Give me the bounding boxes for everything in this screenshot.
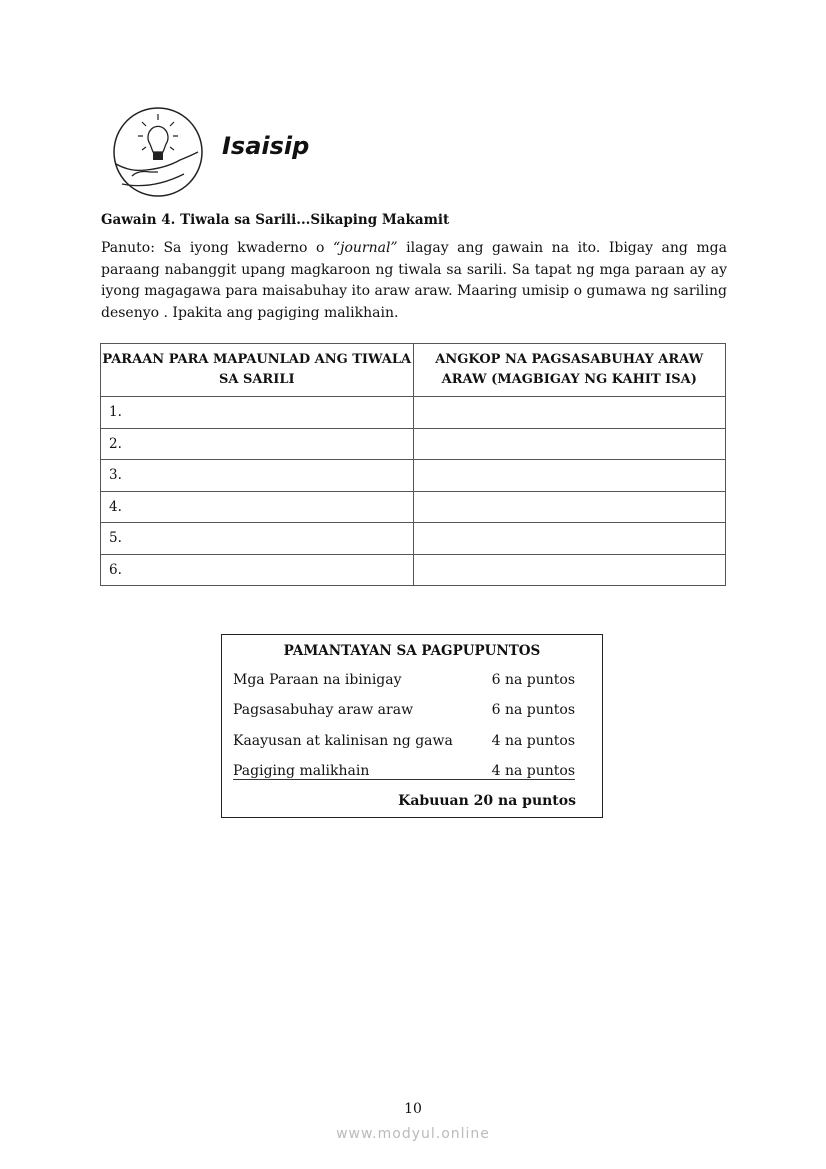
rubric-box: [221, 634, 603, 818]
answer-cell: [413, 554, 726, 586]
rubric-criterion: Pagsasabuhay araw araw: [233, 702, 414, 718]
rubric-criterion: Kaayusan at kalinisan ng gawa: [233, 733, 453, 749]
row-number: 6.: [101, 554, 414, 586]
section-title: Isaisip: [222, 132, 310, 160]
row-number: 5.: [101, 523, 414, 555]
activity-table: [100, 343, 726, 586]
row-number: 4.: [101, 491, 414, 523]
answer-cell: [413, 460, 726, 492]
row-number: 3.: [101, 460, 414, 492]
rubric-points: 4 na puntos: [491, 733, 575, 749]
rubric-points: 6 na puntos: [491, 702, 575, 718]
table-row: [101, 397, 726, 429]
answer-cell: [413, 523, 726, 555]
answer-cell: [413, 491, 726, 523]
rubric-points: 6 na puntos: [491, 672, 575, 688]
rubric-title: PAMANTAYAN SA PAGPUPUNTOS: [283, 643, 541, 659]
rubric-row: [233, 672, 575, 688]
lightbulb-hand-icon: [112, 106, 204, 198]
table-row: [101, 523, 726, 555]
page-number: 10: [404, 1101, 422, 1117]
rubric-criterion: Pagiging malikhain: [233, 763, 370, 779]
row-number: 2.: [101, 428, 414, 460]
rubric-row: [233, 702, 575, 718]
activity-instructions: [101, 238, 727, 324]
table-row: [101, 491, 726, 523]
rubric-row: [233, 733, 575, 749]
instructions-text-rest: ilagay ang gawain na ito. Ibigay ang mga paraang nabanggit upang magkaroon ng tiwala sa sarili. Sa tapat ng mga paraan ay ay iyong magagawa para maisabuhay ito araw araw. Maaring umisip o gumawa ng sariling desenyo . Ipakita ang pagiging malikhain.: [101, 240, 727, 321]
table-row: [101, 428, 726, 460]
table-row: [101, 554, 726, 586]
column-header-paraan: PARAAN PARA MAPAUNLAD ANG TIWALA SA SARILI: [101, 344, 414, 397]
table-header-row: [101, 344, 726, 397]
rubric-points: 4 na puntos: [491, 763, 575, 779]
answer-cell: [413, 428, 726, 460]
answer-cell: [413, 397, 726, 429]
column-header-pagsasabuhay: ANGKOP NA PAGSASABUHAY ARAW ARAW (MAGBIGAY NG KAHIT ISA): [413, 344, 726, 397]
instructions-text: Panuto: Sa iyong kwaderno o: [101, 240, 333, 256]
rubric-criterion: Mga Paraan na ibinigay: [233, 672, 402, 688]
instructions-journal: “journal”: [332, 240, 398, 256]
watermark: www.modyul.online: [336, 1126, 490, 1142]
rubric-row: [233, 763, 575, 780]
row-number: 1.: [101, 397, 414, 429]
activity-title: Gawain 4. Tiwala sa Sarili...Sikaping Makamit: [101, 212, 450, 228]
table-row: [101, 460, 726, 492]
rubric-total: Kabuuan 20 na puntos: [398, 793, 576, 809]
